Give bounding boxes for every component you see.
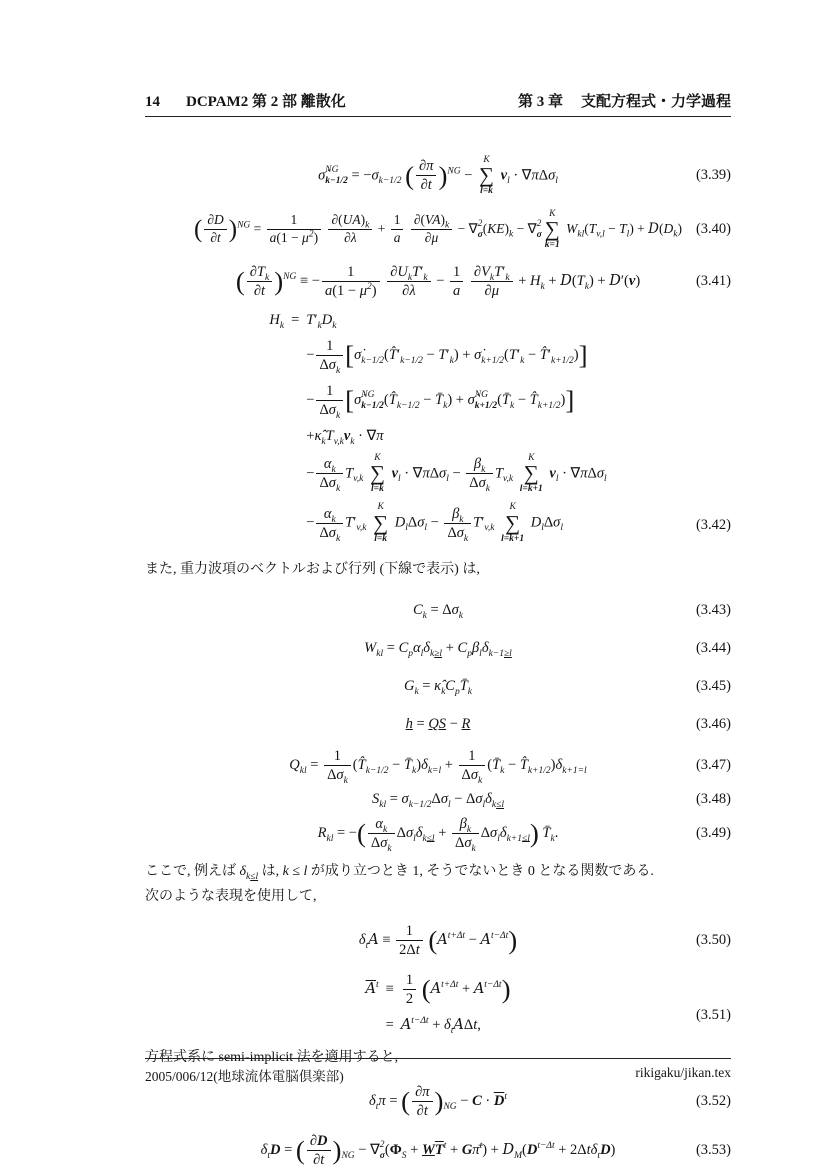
equation-3-48 <box>145 785 731 815</box>
equation-3-42-number: (3.42) <box>695 517 731 534</box>
equation-3-50-body: $\delta_tA$ ≡ $\frac{1}{2\Delta t}$ $(A^{t+\Delta t} - A^{t-\Delta t})$ <box>358 923 518 959</box>
equation-3-42-body: $H_k$ = $T'_kD_k$ − $\frac{1}{\Delta\sigma_k}$ [$\sigmȧ_{k-1/2}(T̂'_{k-1/2} - T'_k)$ + $\sigmȧ_{k+1/2}(T'_k$ − $T̂'_{k+1/2}$)] − $\frac{1}{\Delta\sigma_k}$ [σ̇ NG k−1/2 ($T̂_{k-1/2}$ − $T̄_k$) + σ̇ NG k+1/2 ($T̄_k$ − $T̂_{k+1/2}$)] $+\kappâ_kT_{v,k}v_k \cdot \nabla\pi$ − $\frac{\alpha_k}{\Delta\sigma_k}$ $T_{v,k}$ K ∑ l=k $v_l \cdot \nabla\pi\Delta\sigma_l$ − $\frac{\beta_k}{\Delta\sigma_k}$ $T_{v,k}$ K ∑ l=k+1 $v_l \cdot \nabla\pi\Delta\sigma_l$ − $\frac{\alpha_k}{\Delta\sigma_k}$ $T'_{v,k}$ K ∑ l=k $D_l\Delta\sigma_l$ − $\frac{\beta_k}{\Delta\sigma_k}$ $T'_{v,k}$ K ∑ l=k+1 $D_l\Delta\sigma_l$ <box>269 312 607 544</box>
equation-3-43 <box>145 595 731 625</box>
equation-3-39 <box>145 155 731 197</box>
equation-3-41 <box>145 263 731 300</box>
chapter-number: 第 3 章 <box>517 94 563 110</box>
equation-3-52-body: $\delta_t\pi$ = ( $\frac{\partial\pi}{\partial t}$ )$_{NG} - C \cdot \overline{D}^t$ <box>369 1083 507 1119</box>
equation-3-41-body: ( $\frac{\partial T_k}{\partial t}$ )$^{NG}$ ≡ − $\frac{1}{a(1 - \mu^2)}$ $\frac{\partial U_kT'_k}{\partial\lambda}$ − $\frac{1}{a}$ $\frac{\partial V_kT'_k}{\partial\mu}$ + $H_k + D(T_k) + D'(v)$ <box>235 263 641 299</box>
equation-3-46-number: (3.46) <box>695 715 731 732</box>
paragraph-delta-definition: ここで, 例えば $\delta_{k\le l}$ は, k ≤ l が成り立つとき 1, そうでないとき 0 となる関数である. <box>145 863 654 882</box>
equation-3-53 <box>145 1132 731 1169</box>
equation-3-47-number: (3.47) <box>695 757 731 774</box>
header-left <box>145 90 346 111</box>
page-number: 14 <box>145 94 160 110</box>
equation-3-51-number: (3.51) <box>695 1006 731 1023</box>
header-right <box>518 90 731 111</box>
equation-3-45-number: (3.45) <box>695 677 731 694</box>
equation-3-53-number: (3.53) <box>695 1142 731 1158</box>
equation-3-49-number: (3.49) <box>695 824 731 841</box>
equation-3-41-number: (3.41) <box>695 272 731 289</box>
equation-3-47-body: $Q_{kl}$ = $\frac{1}{\Delta\sigma_k}$ ($T̂_{k-1/2}$ − $T̄_k)\delta_{k=l}$ + $\frac{1}{\Delta\sigma_k}$ ($T̄_k$ − $T̂_{k+1/2})\delta_{k+1=l}$ <box>289 748 587 787</box>
equation-3-46 <box>145 709 731 739</box>
equation-3-50 <box>145 922 731 959</box>
equation-3-45 <box>145 671 731 701</box>
equation-3-49-body: $R_{kl}$ = −( $\frac{\alpha_k}{\Delta\sigma_k}$ $\Delta\sigma_l\delta_{k\le l}$ + $\frac{\beta_k}{\Delta\sigma_k}$ $\Delta\sigma_l\delta_{k+1\le l}$) $T̄_k$. <box>317 815 559 854</box>
equation-3-39-body: σ̇ NG k−1/2 = $-\sigma_{k-1/2}$ ( $\frac{\partial\pi}{\partial t}$ )$^{NG}$ − K ∑ l=k $v_l \cdot \nabla\pi\Delta\sigma_l$ <box>318 155 558 197</box>
equation-3-45-body: $G_k$ = $\kappâ_kC_pT̄_k$ <box>403 677 473 697</box>
equation-3-48-body: $S_{kl} = \sigma_{k-1/2}\Delta\sigma_l - \Delta\sigma_l\delta_{k\le l}$ <box>372 791 504 810</box>
equation-3-48-number: (3.48) <box>695 791 731 808</box>
paragraph-semi-implicit: 方程式系に semi-implicit 法を適用すると, <box>145 1049 399 1065</box>
equation-3-40-body: ( $\frac{\partial D}{\partial t}$ )$^{NG}$ = $\frac{1}{a(1 - \mu^2)}$ $\frac{\partial(UA)_k}{\partial\lambda}$ + $\frac{1}{a}$ $\frac{\partial(VA)_k}{\partial\mu}$ − ∇ 2 σ $(KE)_k$ − ∇ 2 σ K ∑ k=1 $W_{kl}(T_{v,l} - T_l) + D(D_k)$ <box>194 208 682 251</box>
footer-filename: rikigaku/jikan.tex <box>635 1065 731 1080</box>
equation-3-47 <box>145 747 731 787</box>
paragraph-expression-intro: 次のような表現を使用して, <box>145 888 317 904</box>
page-content <box>145 0 731 1169</box>
equation-3-40-number: (3.40) <box>695 221 731 238</box>
header-section-title: DCPAM2 第 2 部 離散化 <box>186 94 346 110</box>
equation-3-40 <box>145 209 731 251</box>
equation-3-51-body: $\overline{A}^t$ ≡ $\frac{1}{2}$ $(A^{t+\Delta t} + A^{t-\Delta t})$ = $A^{t-\Delta t} + \delta_tA\Delta t$, <box>365 972 511 1036</box>
equation-3-39-number: (3.39) <box>695 167 731 184</box>
footer-credit: 2005/006/12(地球流体電脳倶楽部) <box>145 1069 344 1084</box>
equation-3-52 <box>145 1083 731 1120</box>
equation-3-53-body: $\delta_tD$ = ( $\frac{\partial D}{\partial t}$ )$_{NG}$ − ∇ 2 σ ($\Phi_S + W\overline{T}^t$ + Gπ̄$^t$) + $D_M(D^{t-\Delta t} + 2\Delta t\delta_tD)$ <box>260 1132 616 1168</box>
chapter-title: 支配方程式・力学過程 <box>580 94 731 110</box>
equation-3-42 <box>145 312 731 544</box>
page-header <box>145 90 731 117</box>
equation-3-44 <box>145 633 731 663</box>
equation-3-44-number: (3.44) <box>695 639 731 656</box>
equation-3-49 <box>145 815 731 852</box>
equation-3-50-number: (3.50) <box>695 932 731 949</box>
page-footer <box>145 1058 731 1085</box>
equation-3-46-body: h = QS − R <box>405 715 471 732</box>
equation-3-52-number: (3.52) <box>695 1092 731 1109</box>
equation-3-44-body: $W_{kl} = C_p\alpha_l\delta_{k\ge l} + C_p\beta_l\delta_{k-1\ge l}$ <box>364 639 512 659</box>
equation-3-43-number: (3.43) <box>695 601 731 618</box>
equation-3-43-body: $C_k = \Delta\sigma_k$ <box>412 601 464 621</box>
equation-3-51 <box>145 971 731 1036</box>
paragraph-gravity-wave: また, 重力波項のベクトルおよび行列 (下線で表示) は, <box>145 562 480 578</box>
